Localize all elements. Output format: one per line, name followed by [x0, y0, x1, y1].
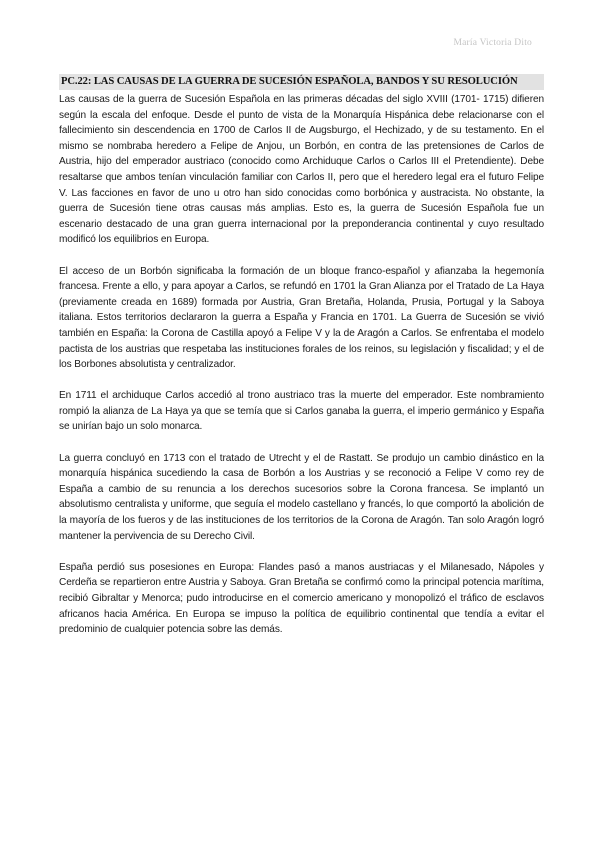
paragraph-consequences: España perdió sus posesiones en Europa: Flandes pasó a manos austriacas y el Milanesado, Nápoles y Cerdeña se repartieron entre Austria y Saboya. Gran Bretaña se confirmó como la principal potencia marítima, recibió Gibraltar y Menorca; pudo introducirse en el comercio americano y monopolizó el tráfico de esclavos africanos hacia América. En Europa se impuso la política de equilibrio continental que tendía a evitar el predominio de cualquier potencia sobre las demás. [59, 561, 544, 636]
paragraph-alliances: El acceso de un Borbón significaba la formación de un bloque franco-español y afianzaba la hegemonía francesa. Frente a ello, y para apoyar a Carlos, se refundó en 1701 la Gran Alianza por el Tratado de La Haya (previamente creada en 1689) formada por Austria, Gran Bretaña, Holanda, Prusia, Portugal y la Saboya italiana. Estos territorios declararon la guerra a España y Francia en 1701. La Guerra de Sucesión se vivió también en España: la Corona de Castilla apoyó a Felipe V y la de Aragón a Carlos. Se enfrentaba el modelo pactista de los austrias que respetaba las instituciones forales de los reinos, su legislación y fiscalidad; y el de los Borbones absolutista y centralizador. [59, 265, 544, 371]
author-name: María Victoria Dito [453, 38, 532, 48]
paragraph-treaties: La guerra concluyó en 1713 con el tratado de Utrecht y el de Rastatt. Se produjo un cambio dinástico en la monarquía hispánica sucediendo la casa de Borbón a los Austrias y se reconoció a Felipe V como rey de España a cambio de su renuncia a los derechos sucesorios sobre la Corona francesa. Se implantó un absolutismo centralista y uniforme, que seguía el modelo castellano y francés, lo que comportó la abolición de la mayoría de los fueros y de las instituciones de los territorios de la Corona de Aragón. Tan solo Aragón logró mantener la pervivencia de su Derecho Civil. [59, 452, 544, 542]
paragraph-causes: Las causas de la guerra de Sucesión Española en las primeras décadas del siglo XVIII (1701- 1715) difieren según la escala del enfoque. Desde el punto de vista de la Monarquía Hispánica debe relacionarse con el fallecimiento sin descendencia en 1700 de Carlos II de Augsburgo, el Hechizado, y de su testamento. En el mismo se nombraba heredero a Felipe de Anjou, un Borbón, en contra de las pretensiones de Carlos de Austria, hijo del emperador austriaco (conocido como Archiduque Carlos o Carlos III el Pretendiente). Debe resaltarse que ambos tenían vinculación familiar con Carlos II, pero que el heredero legal era el futuro Felipe V. Las facciones en favor de uno u otro han sido conocidas como borbónica y austracista. No obstante, la guerra de Sucesión tiene otras causas más amplias. Esto es, la guerra de Sucesión Española fue un escenario destacado de una gran guerra internacional por la preponderancia continental y cuyo resultado modificó los equilibrios en Europa. [59, 94, 544, 246]
section-title: PC.22: LAS CAUSAS DE LA GUERRA DE SUCESIÓN ESPAÑOLA, BANDOS Y SU RESOLUCIÓN [59, 74, 544, 90]
document-body [59, 74, 544, 653]
paragraph-archduke: En 1711 el archiduque Carlos accedió al trono austriaco tras la muerte del emperador. Este nombramiento rompió la alianza de La Haya ya que se temía que si Carlos ganaba la guerra, el imperio germánico y España se unirían bajo un solo monarca. [59, 390, 544, 433]
